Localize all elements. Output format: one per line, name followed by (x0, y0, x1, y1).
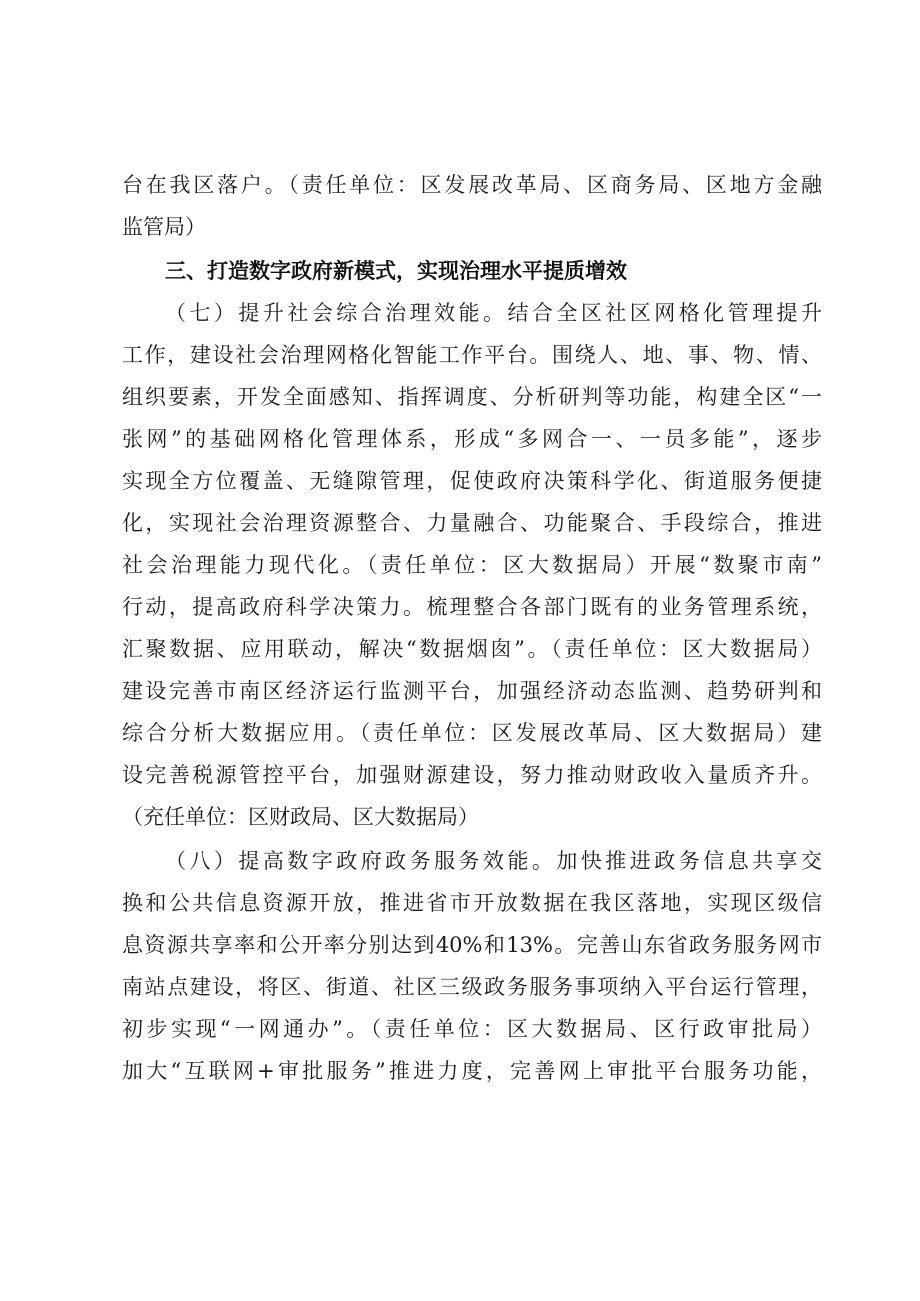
para8-line-6: 加大“互联网+审批服务”推进力度，完善网上审批平台服务功能， (122, 1059, 822, 1083)
para7-line-2: 工作，建设社会治理网格化智能工作平台。围绕人、地、事、物、情、 (122, 343, 822, 367)
para7-line-6: 化，实现社会治理资源整合、力量融合、功能聚合、手段综合，推进 (122, 511, 822, 535)
para7-line-10: 建设完善市南区经济运行监测平台，加强经济动态监测、趋势研判和 (122, 679, 822, 703)
para7-line-7: 社会治理能力现代化。（责任单位：区大数据局）开展“数聚市南” (122, 553, 822, 577)
intro-line-2: 监管局） (122, 215, 206, 239)
para7-line-8: 行动，提高政府科学决策力。梳理整合各部门既有的业务管理系统， (122, 595, 822, 619)
para7-line-11: 综合分析大数据应用。（责任单位：区发展改革局、区大数据局）建 (122, 721, 822, 745)
para8-line-2: 换和公共信息资源开放，推进省市开放数据在我区落地，实现区级信 (122, 891, 822, 915)
para7-line-9: 汇聚数据、应用联动，解决“数据烟囱”。（责任单位：区大数据局） (122, 637, 822, 661)
para7-line-12: 设完善税源管控平台，加强财源建设，努力推动财政收入量质齐升。 (122, 763, 822, 787)
para7-line-3: 组织要素，开发全面感知、指挥调度、分析研判等功能，构建全区“一 (122, 385, 822, 409)
para7-line-1: （七）提升社会综合治理效能。结合全区社区网格化管理提升 (165, 301, 822, 325)
para7-line-4: 张网”的基础网格化管理体系，形成“多网合一、一员多能”，逐步 (122, 427, 822, 451)
para7-line-5: 实现全方位覆盖、无缝隙管理，促使政府决策科学化、街道服务便捷 (122, 469, 822, 493)
para8-line-5: 初步实现“一网通办”。（责任单位：区大数据局、区行政审批局） (122, 1017, 822, 1041)
para7-line-13: （充任单位：区财政局、区大数据局） (122, 805, 479, 829)
para8-line-3: 息资源共享率和公开率分别达到40%和13%。完善山东省政务服务网市 (122, 933, 822, 957)
section-heading: 三、打造数字政府新模式，实现治理水平提质增效 (165, 259, 627, 283)
para8-line-1: （八）提高数字政府政务服务效能。加快推进政务信息共享交 (165, 849, 822, 873)
intro-line-1: 台在我区落户。（责任单位：区发展改革局、区商务局、区地方金融 (122, 173, 822, 197)
para8-line-4: 南站点建设，将区、街道、社区三级政务服务事项纳入平台运行管理， (122, 975, 822, 999)
